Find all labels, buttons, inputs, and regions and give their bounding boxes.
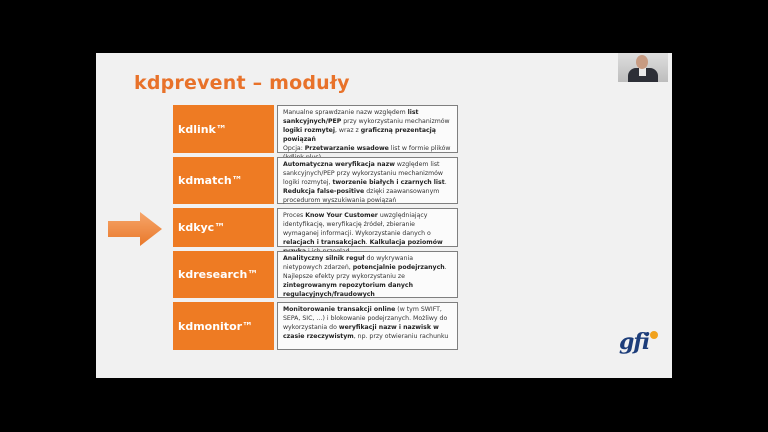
text: , np. przy otwieraniu rachunku <box>353 333 449 340</box>
text: . <box>444 179 447 186</box>
arrow-right-icon <box>108 212 162 246</box>
text: uwzględniający identyfikację, weryfikację źródeł, zbieranie wymaganej informacji. Wykorzystanie danych o <box>283 212 431 237</box>
module-name: kdkyc™ <box>173 208 274 247</box>
text: list w formie plików <box>390 145 451 152</box>
text: . Najlepsze efekty przy wykorzystaniu ze <box>283 264 447 280</box>
gfi-logo <box>619 325 669 375</box>
text: . <box>365 239 370 246</box>
bold-text: logiki rozmytej <box>283 127 335 134</box>
text: dzięki zaawansowanym procedurom wyszukiwania powiązań <box>283 188 440 204</box>
text: przy wykorzystaniu mechanizmów <box>341 118 450 125</box>
module-name: kdmonitor™ <box>173 302 274 350</box>
text: , wraz z <box>334 127 361 134</box>
text: Proces <box>283 212 306 219</box>
bold-text: Redukcja false-positive <box>283 188 365 195</box>
bold-text: list sankcyjnych/PEP <box>283 109 419 125</box>
description-paragraph <box>283 305 452 341</box>
module-row <box>173 208 458 247</box>
text: Opcja: <box>283 145 305 152</box>
bold-text: Know Your Customer <box>305 212 378 219</box>
module-description <box>277 302 458 350</box>
bold-text: graficzną prezentacją powiązań <box>283 127 436 143</box>
text: (w tym SWIFT, SEPA, SIC, …) i blokowanie podejrzanych. Możliwy do wykorzystania do <box>283 306 448 331</box>
module-name: kdmatch™ <box>173 157 274 204</box>
description-paragraph <box>283 160 452 205</box>
module-row <box>173 302 458 350</box>
bold-text: Automatyczna weryfikacja nazw <box>283 161 395 168</box>
bold-text: Monitorowanie transakcji online <box>283 306 396 313</box>
bold-text: tworzenie białych i czarnych list <box>332 179 445 186</box>
module-name: kdresearch™ <box>173 251 274 298</box>
module-row <box>173 157 458 204</box>
description-paragraph <box>283 108 452 144</box>
bold-text: potencjalnie podejrzanych <box>352 264 445 271</box>
bold-text: Analityczny silnik reguł <box>283 255 365 262</box>
webcam-thumbnail[interactable] <box>618 53 668 82</box>
bold-text: Przetwarzanie wsadowe <box>304 145 389 152</box>
description-paragraph <box>283 254 452 299</box>
module-description <box>277 208 458 247</box>
bold-text: Kalkulacja poziomów <box>369 239 443 246</box>
module-description <box>277 251 458 298</box>
module-row <box>173 251 458 298</box>
description-paragraph <box>283 211 452 256</box>
bold-text: zintegrowanym repozytorium danych regulacyjnych/fraudowych <box>283 282 414 298</box>
bold-text: relacjach i transakcjach <box>283 239 366 246</box>
text: do wykrywania nietypowych zdarzeń, <box>283 255 414 271</box>
module-row <box>173 105 458 153</box>
presentation-slide <box>96 53 672 378</box>
logo-text: gfi <box>619 329 650 355</box>
text: Manualne sprawdzanie nazw względem <box>283 109 408 116</box>
module-description <box>277 105 458 153</box>
text: względem list sankcyjnych/PEP przy wykorzystaniu mechanizmów logiki rozmytej, <box>283 161 443 186</box>
module-name: kdlink™ <box>173 105 274 153</box>
module-description <box>277 157 458 204</box>
bold-text: weryfikacji nazw i nazwisk w czasie rzeczywistym <box>283 324 439 340</box>
slide-title: kdprevent – moduły <box>134 72 350 94</box>
